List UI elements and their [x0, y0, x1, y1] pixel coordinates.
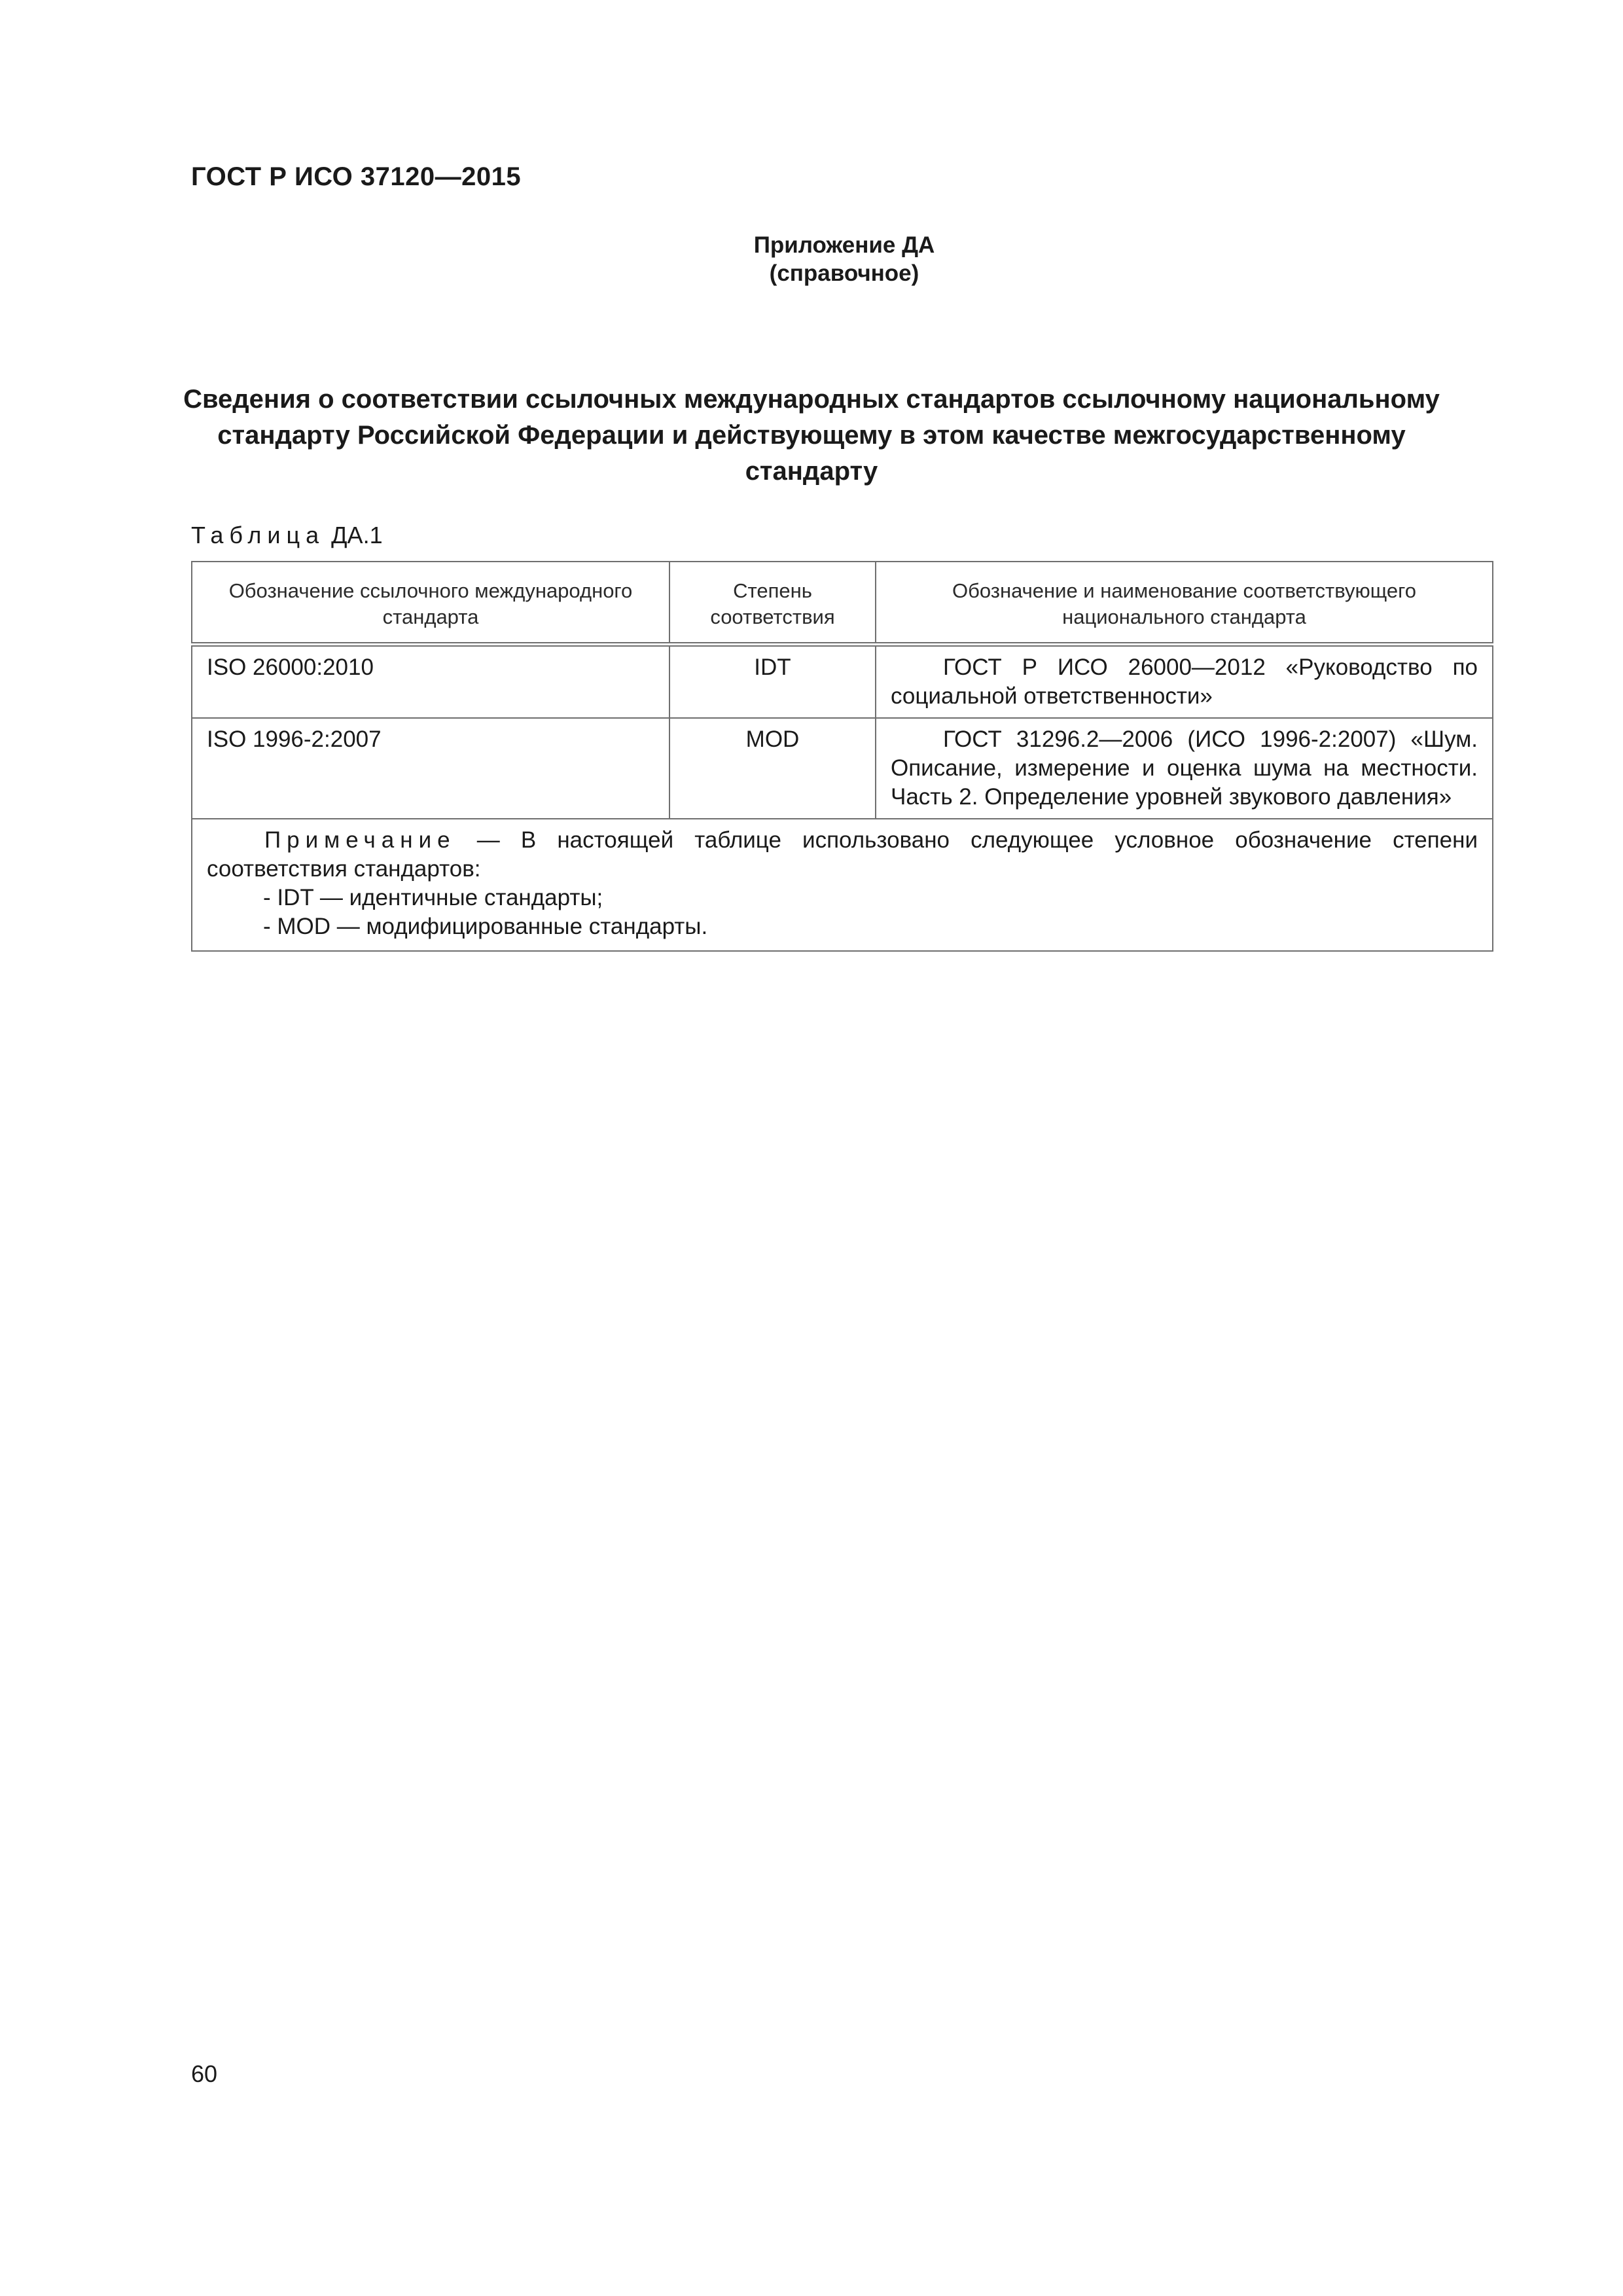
table-caption-word: Таблица: [191, 522, 325, 548]
table-row: [192, 718, 1493, 819]
note-item-idt: - IDT — идентичные стандарты;: [263, 885, 603, 910]
cell-national-text: ГОСТ Р ИСО 26000—2012 «Руководство по социальной ответственности»: [891, 655, 1478, 709]
note-text: [207, 826, 1478, 884]
table-caption: [191, 522, 383, 549]
reference-table: [191, 561, 1493, 952]
table-note: [192, 819, 1493, 951]
note-item-mod: - MOD — модифицированные стандарты.: [263, 914, 708, 939]
note-body: — В настоящей таблице использовано следующее условное обозначение степени соответствия стандартов:: [207, 827, 1478, 882]
section-title: Сведения о соответствии ссылочных международных стандартов ссылочному национальному стандарту Российской Федерации и действующему в этом качестве межгосударственному стандарту: [183, 385, 1440, 486]
column-header-degree: Степень соответствия: [669, 562, 876, 645]
table-note-row: [192, 819, 1493, 951]
cell-degree: IDT: [669, 645, 876, 719]
table-caption-number: ДА.1: [331, 522, 383, 548]
cell-international: ISO 1996-2:2007: [192, 718, 669, 819]
table-header-row: [192, 562, 1493, 645]
cell-national: [876, 718, 1493, 819]
column-header-international: Обозначение ссылочного международного стандарта: [192, 562, 669, 645]
note-label: Примечание: [264, 827, 456, 853]
column-header-national: Обозначение и наименование соответствующего национального стандарта: [876, 562, 1493, 645]
cell-national: [876, 645, 1493, 719]
table-row: [192, 645, 1493, 719]
page-number: 60: [191, 2060, 218, 2087]
document-code: ГОСТ Р ИСО 37120—2015: [191, 162, 522, 191]
annex-type: (справочное): [769, 260, 919, 286]
annex-title: Приложение ДА: [753, 232, 935, 258]
cell-national-text: ГОСТ 31296.2—2006 (ИСО 1996-2:2007) «Шум. Описание, измерение и оценка шума на местности. Часть 2. Определение уровней звукового давления»: [891, 726, 1478, 810]
cell-international: ISO 26000:2010: [192, 645, 669, 719]
cell-degree: MOD: [669, 718, 876, 819]
